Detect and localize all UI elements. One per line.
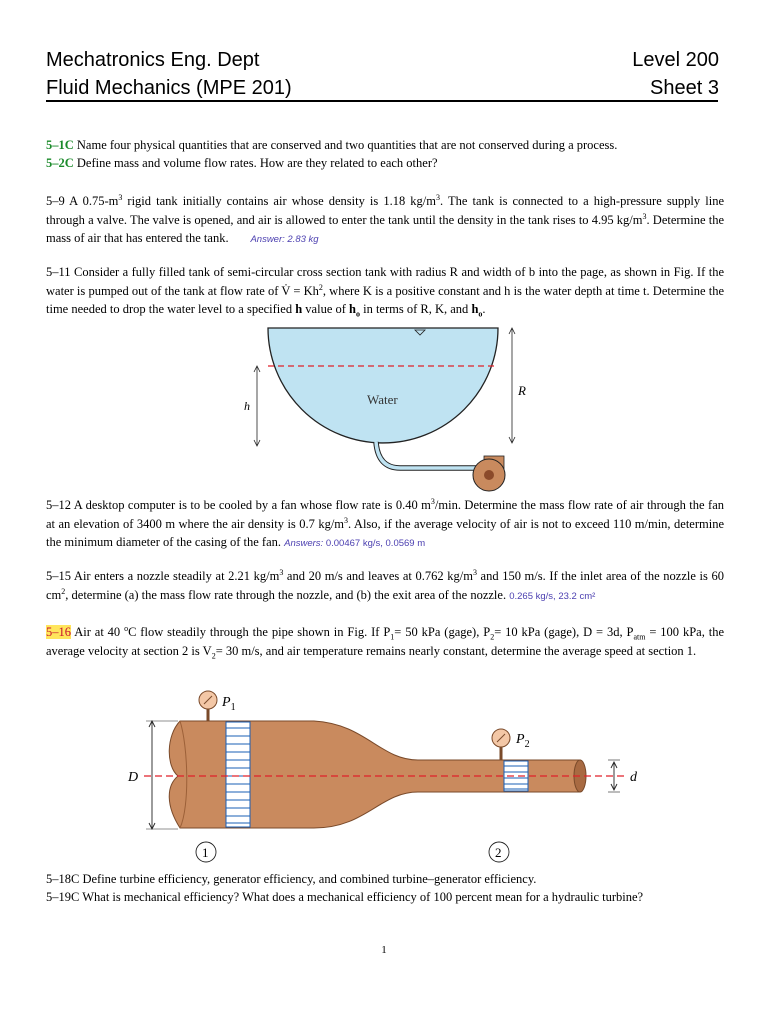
subscript: 1 bbox=[390, 632, 395, 642]
tank-water bbox=[268, 328, 498, 443]
h0-symbol: h bbox=[349, 302, 356, 316]
text: = 30 m/s, and air temperature remains nearly constant, determine the average speed at section 1. bbox=[215, 643, 697, 658]
header-dept: Mechatronics Eng. Dept bbox=[46, 49, 260, 71]
superscript: 3 bbox=[279, 567, 284, 577]
subscript: 2 bbox=[211, 651, 216, 660]
pump-hub bbox=[484, 470, 494, 480]
answer: 0.00467 kg/s, 0.0569 m bbox=[323, 538, 426, 549]
text: 5–9 A 0.75-m bbox=[46, 194, 119, 208]
text: = 50 kPa (gage), P bbox=[394, 625, 491, 639]
text: 5–12 A desktop computer is to be cooled by a fan whose flow rate is 0.40 m bbox=[46, 498, 431, 512]
answer-label: Answers: bbox=[284, 538, 324, 549]
header-level: Level 200 bbox=[632, 49, 719, 71]
answer: 0.265 kg/s, 23.2 cm² bbox=[509, 590, 596, 602]
page-number: 1 bbox=[381, 944, 387, 956]
d-label: d bbox=[630, 770, 637, 785]
text: C flow steadily through the pipe shown in Fig. If P bbox=[128, 625, 391, 639]
question-number-highlighted: 5–16 bbox=[46, 625, 71, 639]
question-5-12 bbox=[46, 496, 724, 554]
text: . bbox=[482, 302, 486, 316]
superscript: 2 bbox=[61, 586, 66, 596]
subscript: 2 bbox=[490, 632, 495, 642]
superscript: 3 bbox=[118, 192, 123, 202]
section-1-profile bbox=[226, 722, 250, 827]
subscript: atm bbox=[633, 632, 646, 642]
header-rule bbox=[46, 100, 718, 102]
superscript: 3 bbox=[430, 496, 435, 506]
drain-pipe bbox=[376, 442, 478, 468]
section-1-label: 1 bbox=[202, 845, 209, 860]
R-label: R bbox=[518, 383, 526, 398]
section-2-label: 2 bbox=[495, 845, 502, 860]
text: and 20 m/s and leaves at 0.762 kg/m bbox=[283, 569, 473, 583]
superscript: 3 bbox=[472, 567, 477, 577]
subscript: o bbox=[355, 309, 360, 319]
text: /min. Determine the mass flow rate of air through the fan at an elevation of 3400 m where the air density is 0.7 kg/m bbox=[46, 498, 724, 531]
question-5-9 bbox=[46, 192, 724, 250]
superscript: o bbox=[124, 623, 129, 633]
header-sheet: Sheet 3 bbox=[650, 77, 719, 99]
superscript: 3 bbox=[344, 515, 349, 525]
question-5-2c bbox=[46, 154, 724, 173]
h-symbol: h bbox=[295, 302, 303, 316]
text: = Kh bbox=[290, 283, 319, 298]
text: , where K is a positive constant and h is the water depth at time t. Determine the time needed to drop the water level to a specified bbox=[46, 283, 724, 316]
question-5-16 bbox=[46, 623, 724, 660]
tank-figure bbox=[230, 318, 540, 500]
text: . Determine the mass of air that has entered the tank. bbox=[46, 212, 724, 245]
text: in terms of R, K, and bbox=[359, 302, 472, 316]
text: = 10 kPa (gage), D = 3d, P bbox=[494, 625, 634, 639]
question-number: 5–2C bbox=[46, 156, 74, 170]
header-course: Fluid Mechanics (MPE 201) bbox=[46, 77, 292, 99]
text: value of bbox=[302, 302, 350, 316]
text: and 150 m/s. If the inlet area of the nozzle is 60 cm bbox=[46, 569, 724, 602]
water-label: Water bbox=[367, 392, 398, 407]
question-text: Name four physical quantities that are conserved and two quantities that are not conserved during a process. bbox=[73, 138, 618, 152]
question-5-15 bbox=[46, 567, 724, 606]
D-label: D bbox=[128, 770, 139, 785]
pipe-figure bbox=[118, 686, 658, 866]
h0-symbol: h bbox=[471, 302, 479, 316]
text: 5–11 Consider a fully filled tank of semi-circular cross section tank with radius R and width of b into the page, as shown in Fig. If the water is pumped out of the tank at flow rate of bbox=[46, 265, 724, 298]
superscript: 2 bbox=[318, 282, 323, 292]
text: 5–15 Air enters a nozzle steadily at 2.21 kg/m bbox=[46, 569, 280, 583]
P1-label: $P_1$ bbox=[222, 695, 236, 713]
question-number: 5–1C bbox=[46, 138, 74, 152]
h-label: h bbox=[244, 399, 250, 413]
text: . The tank is connected to a high-pressure supply line through a valve. The valve is opened, and air is allowed to enter the tank until the density in the tank rises to 4.95 kg/m bbox=[46, 194, 724, 227]
subscript: o bbox=[478, 309, 483, 319]
text: , determine (a) the mass flow rate through the nozzle, and (b) the exit area of the nozzle. bbox=[65, 587, 507, 602]
question-5-1c bbox=[46, 136, 724, 155]
superscript: 3 bbox=[642, 211, 647, 221]
superscript: 3 bbox=[435, 192, 440, 202]
answer: Answer: 2.83 kg bbox=[250, 234, 319, 245]
vdot-symbol: V̇ bbox=[281, 283, 291, 298]
question-5-19c: 5–19C What is mechanical efficiency? What does a mechanical efficiency of 100 percent mean for a hydraulic turbine? bbox=[46, 890, 644, 904]
P2-label: $P_2$ bbox=[516, 732, 530, 750]
text: . Also, if the average velocity of air is not to exceed 110 m/min, determine the minimum diameter of the casing of the fan. bbox=[46, 516, 724, 549]
question-5-11 bbox=[46, 263, 724, 319]
question-5-18c: 5–18C Define turbine efficiency, generator efficiency, and combined turbine–generator efficiency. bbox=[46, 872, 537, 886]
question-text: Define mass and volume flow rates. How are they related to each other? bbox=[73, 156, 438, 170]
text: Air at 40 bbox=[71, 625, 125, 639]
text: = 100 kPa, the average velocity at section 2 is V bbox=[46, 625, 724, 658]
text: rigid tank initially contains air whose density is 1.18 kg/m bbox=[122, 194, 436, 208]
